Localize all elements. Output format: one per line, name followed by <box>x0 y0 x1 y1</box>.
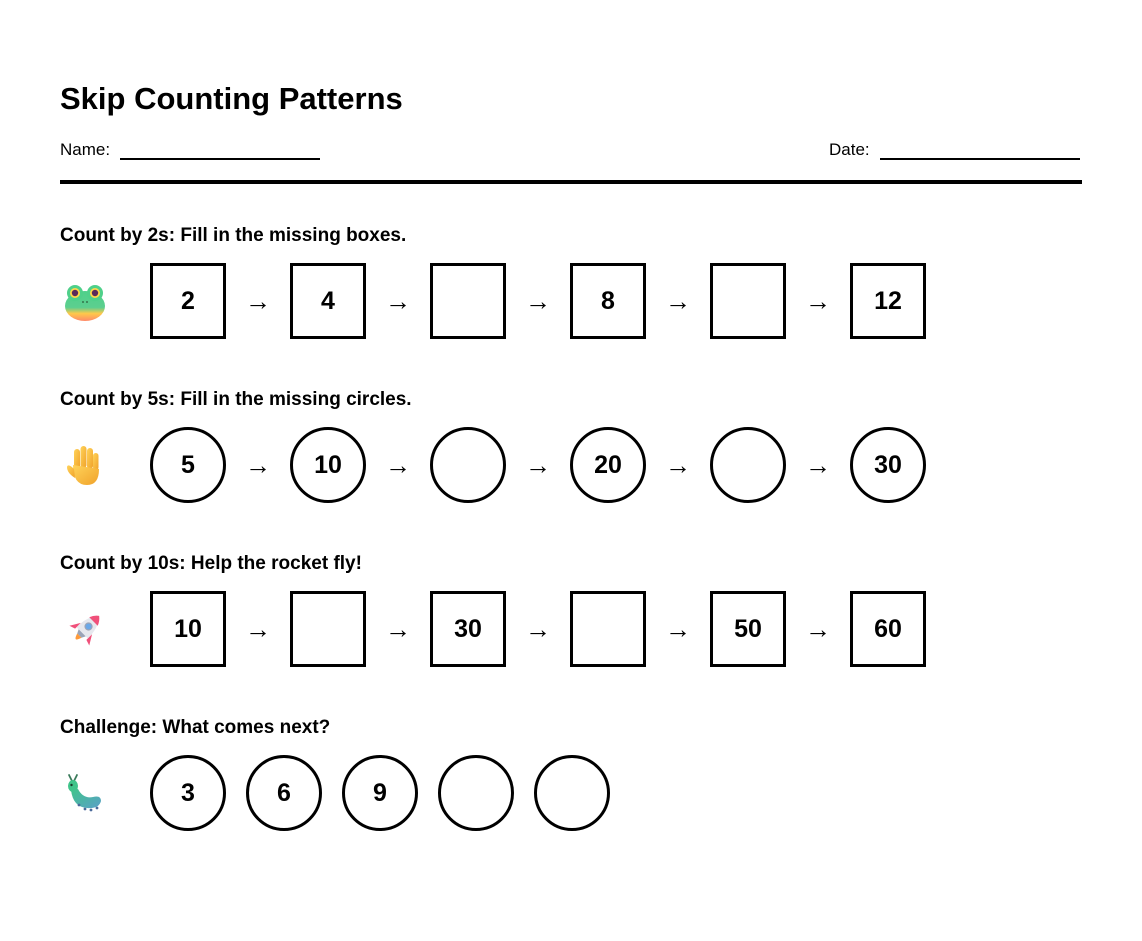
answer-circle: 5 <box>150 427 226 503</box>
arrow-icon: → <box>665 286 691 316</box>
header-divider <box>60 180 1082 184</box>
arrow-icon: → <box>385 614 411 644</box>
arrow-icon: → <box>805 450 831 480</box>
arrow-icon: → <box>525 286 551 316</box>
answer-circle: 3 <box>150 755 226 831</box>
answer-box: 12 <box>850 263 926 339</box>
arrow-icon: → <box>805 286 831 316</box>
sequence-row-challenge <box>60 755 1060 831</box>
caterpillar-icon <box>60 769 110 819</box>
answer-box: 10 <box>150 591 226 667</box>
answer-box: 30 <box>430 591 506 667</box>
section-label-count-by-2s: Count by 2s: Fill in the missing boxes. <box>60 225 407 246</box>
answer-box-blank[interactable] <box>570 591 646 667</box>
arrow-icon: → <box>665 450 691 480</box>
answer-box: 50 <box>710 591 786 667</box>
arrow-icon: → <box>665 614 691 644</box>
answer-box: 60 <box>850 591 926 667</box>
answer-box: 4 <box>290 263 366 339</box>
answer-box-blank[interactable] <box>430 263 506 339</box>
section-label-count-by-5s: Count by 5s: Fill in the missing circles. <box>60 389 412 410</box>
answer-circle: 20 <box>570 427 646 503</box>
name-label: Name: <box>60 140 111 159</box>
answer-circle: 10 <box>290 427 366 503</box>
answer-circle-blank[interactable] <box>430 427 506 503</box>
arrow-icon: → <box>385 286 411 316</box>
worksheet-title: Skip Counting Patterns <box>60 81 403 116</box>
date-label: Date: <box>829 140 870 159</box>
arrow-icon: → <box>525 450 551 480</box>
answer-circle-blank[interactable] <box>438 755 514 831</box>
sequence-row-count-by-10s <box>60 591 1060 667</box>
arrow-icon: → <box>245 614 271 644</box>
answer-box-blank[interactable] <box>710 263 786 339</box>
date-field <box>829 140 1080 160</box>
sequence-row-count-by-2s <box>60 263 1060 339</box>
arrow-icon: → <box>245 286 271 316</box>
section-label-challenge: Challenge: What comes next? <box>60 717 331 738</box>
answer-circle: 6 <box>246 755 322 831</box>
frog-icon <box>60 277 110 327</box>
answer-box-blank[interactable] <box>290 591 366 667</box>
answer-box: 2 <box>150 263 226 339</box>
arrow-icon: → <box>385 450 411 480</box>
answer-circle: 30 <box>850 427 926 503</box>
name-blank-line[interactable] <box>120 146 320 160</box>
sequence-row-count-by-5s <box>60 427 1060 503</box>
raised-hand-icon <box>60 441 110 491</box>
arrow-icon: → <box>525 614 551 644</box>
answer-box: 8 <box>570 263 646 339</box>
answer-circle-blank[interactable] <box>710 427 786 503</box>
answer-circle: 9 <box>342 755 418 831</box>
answer-circle-blank[interactable] <box>534 755 610 831</box>
section-label-count-by-10s: Count by 10s: Help the rocket fly! <box>60 553 362 574</box>
date-blank-line[interactable] <box>880 146 1080 160</box>
arrow-icon: → <box>245 450 271 480</box>
name-field <box>60 140 320 160</box>
arrow-icon: → <box>805 614 831 644</box>
rocket-icon <box>60 605 110 655</box>
